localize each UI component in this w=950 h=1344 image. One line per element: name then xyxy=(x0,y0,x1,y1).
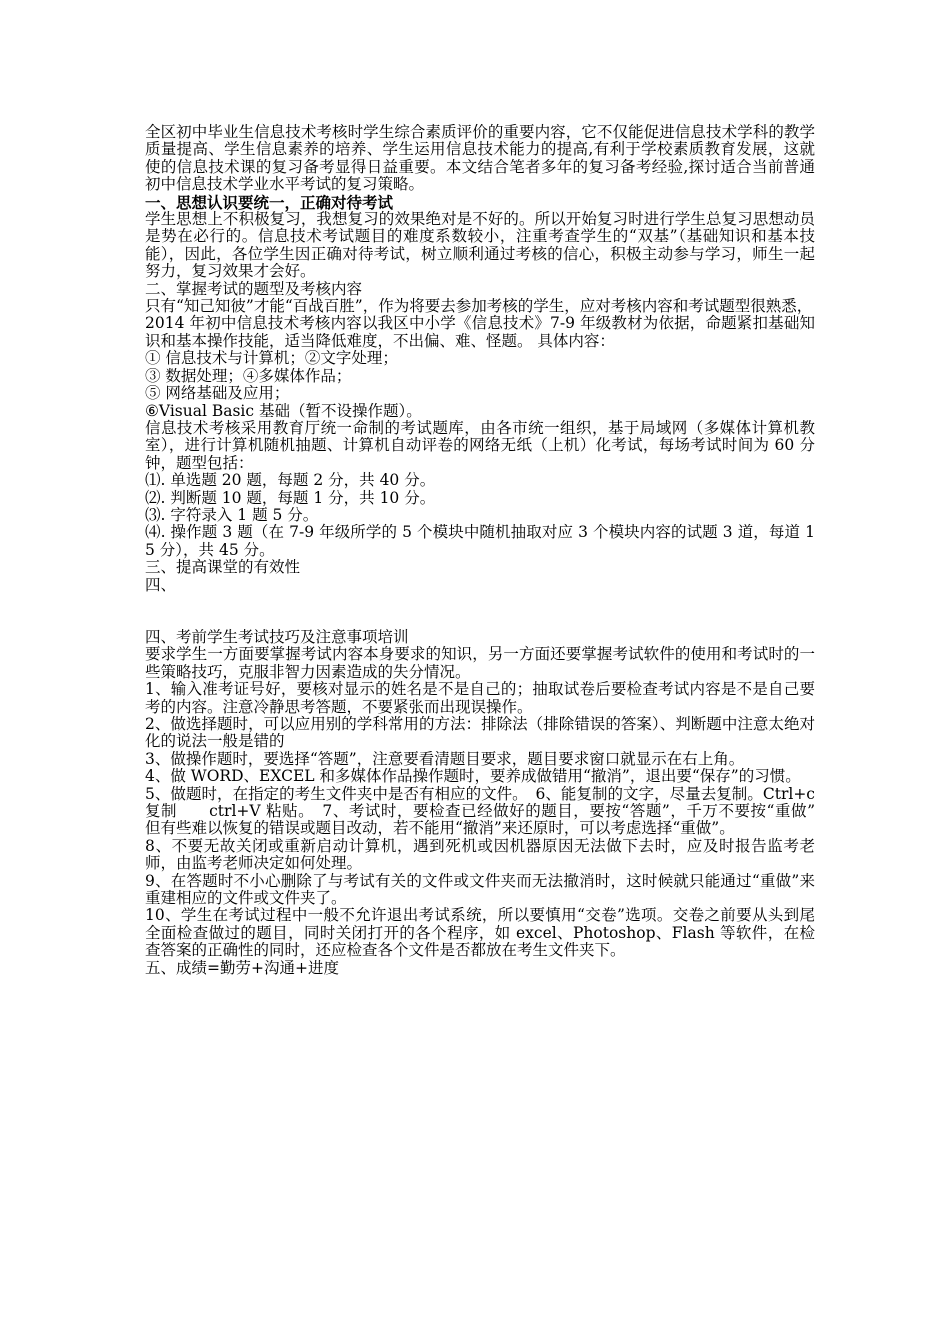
blank-space xyxy=(145,594,815,629)
tip-item: 8、不要无故关闭或重新启动计算机，遇到死机或因机器原因无法做下去时，应及时报告监考老师，由监考老师决定如何处理。 xyxy=(145,836,815,873)
tip-item: 4、做 WORD、EXCEL 和多媒体作品操作题时，要养成做错用“撤消”，退出要“保存”的习惯。 xyxy=(145,767,801,786)
tip-item: 3、做操作题时，要选择“答题”，注意要看清题目要求，题目要求窗口就显示在右上角。 xyxy=(145,749,745,768)
content-list-item: ③ 数据处理；④多媒体作品； xyxy=(145,366,352,385)
section-heading-4-stub: 四、 xyxy=(145,575,177,594)
section-heading-2: 二、掌握考试的题型及考核内容 xyxy=(145,279,363,298)
section-1-paragraph: 学生思想上不积极复习，我想复习的效果绝对是不好的。所以开始复习时进行学生总复习思想动员是势在必行的。信息技术考试题目的难度系数较小，注重考查学生的“双基”（基础知识和基本技能），因此，各位学生因正确对待考试，树立顺利通过考核的信心，积极主动参与学习，师生一起努力，复习效果才会好。 xyxy=(145,210,815,281)
content-list-item: ⑥Visual Basic 基础（暂不设操作题）。 xyxy=(145,401,422,420)
question-type-item: ⑵. 判断题 10 题，每题 1 分，共 10 分。 xyxy=(145,488,436,507)
section-2-paragraph-2: 2014 年初中信息技术考核内容以我区中小学《信息技术》7-9 年级教材为依据，命题紧扣基础知识和基本操作技能，适当降低难度，不出偏、难、怪题。 具体内容： xyxy=(145,314,815,350)
tip-item: 1、输入准考证号好，要核对显示的姓名是不是自己的；抽取试卷后要检查考试内容是不是自己要考的内容。注意冷静思考答题，不要紧张而出现误操作。 xyxy=(145,680,815,716)
tip-item: 2、做选择题时，可以应用别的学科常用的方法：排除法（排除错误的答案）、判断题中注意太绝对化的说法一般是错的 xyxy=(145,715,815,751)
question-type-item: ⑶. 字符录入 1 题 5 分。 xyxy=(145,505,319,524)
section-heading-1: 一、思想认识要统一，正确对待考试 xyxy=(145,192,394,212)
content-list-item: ① 信息技术与计算机；②文字处理； xyxy=(145,349,398,368)
section-4-paragraph: 要求学生一方面要掌握考试内容本身要求的知识，另一方面还要掌握考试软件的使用和考试时的一些策略技巧，克服非智力因素造成的失分情况。 xyxy=(145,645,815,681)
section-heading-4: 四、考前学生考试技巧及注意事项培训 xyxy=(145,627,409,646)
section-2-paragraph-3: 信息技术考核采用教育厅统一命制的考试题库，由各市统一组织，基于局域网（多媒体计算机教室），进行计算机随机抽题、计算机自动评卷的网络无纸（上机）化考试，每场考试时间为 60 分钟，题型包括： xyxy=(145,418,815,472)
question-type-item: ⑴. 单选题 20 题，每题 2 分，共 40 分。 xyxy=(145,471,436,490)
tip-item: 10、学生在考试过程中一般不允许退出考试系统，所以要慎用“交卷”选项。交卷之前要从头到尾全面检查做过的题目，同时关闭打开的各个程序，如 excel、Photoshop、Flash 等软件，在检查答案的正确性的同时，还应检查各个文件是否都放在考生文件夹下。 xyxy=(145,906,815,960)
tip-item: 5、做题时，在指定的考生文件夹中是否有相应的文件。 6、能复制的文字，尽量去复制。Ctrl+c 复制 ctrl+V 粘贴。 7、考试时，要检查已经做好的题目，要按“答题”，千万不要按“重做” 但有些难以恢复的错误或题目改动，若不能用“撤消”来还原时，可以考虑选择“重做”。 xyxy=(145,784,831,838)
question-type-item: ⑷. 操作题 3 题（在 7-9 年级所学的 5 个模块中随机抽取对应 3 个模块内容的试题 3 道，每道 15 分），共 45 分。 xyxy=(145,523,815,559)
section-heading-5: 五、成绩=勤劳+沟通+进度 xyxy=(145,958,339,977)
intro-paragraph: 全区初中毕业生信息技术考核时学生综合素质评价的重要内容，它不仅能促进信息技术学科的教学质量提高、学生信息素养的培养、学生运用信息技术能力的提高,有利于学校素质教育发展，这就使的信息技术课的复习备考显得日益重要。本文结合笔者多年的复习备考经验,探讨适合当前普通初中信息技术学业水平考试的复习策略。 xyxy=(145,123,815,194)
document-page xyxy=(145,123,831,977)
tip-item: 9、在答题时不小心删除了与考试有关的文件或文件夹而无法撤消时，这时候就只能通过“重做”来重建相应的文件或文件夹了。 xyxy=(145,871,815,908)
section-2-paragraph-1: 只有“知己知彼”才能“百战百胜”，作为将要去参加考核的学生，应对考核内容和考试题型很熟悉， xyxy=(145,297,813,316)
section-heading-3: 三、提高课堂的有效性 xyxy=(145,558,301,577)
content-list-item: ⑤ 网络基础及应用； xyxy=(145,384,290,403)
